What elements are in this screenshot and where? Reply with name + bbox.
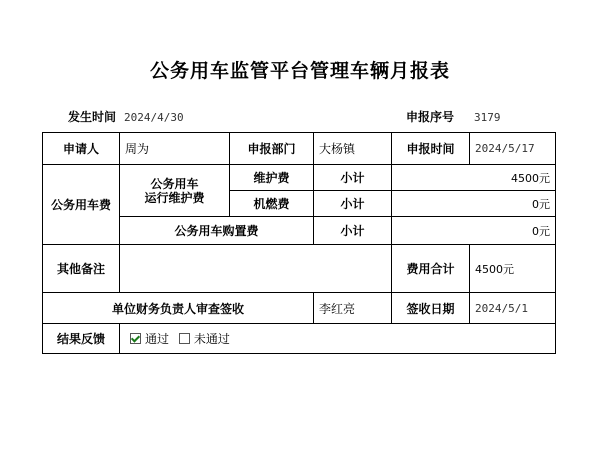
pass-checkbox-icon[interactable] xyxy=(130,333,141,344)
fuel-value[interactable]: 0元 xyxy=(392,191,556,217)
sign-date-label: 签收日期 xyxy=(392,293,470,324)
occur-time-label: 发生时间 xyxy=(68,110,117,124)
maintenance-subtotal-label: 小计 xyxy=(314,165,392,191)
total-label: 费用合计 xyxy=(392,245,470,293)
review-row xyxy=(43,293,556,324)
purchase-label: 公务用车购置费 xyxy=(120,217,314,245)
maintenance-row xyxy=(43,165,556,191)
feedback-options xyxy=(120,324,556,354)
feedback-row xyxy=(43,324,556,354)
fail-checkbox-icon[interactable] xyxy=(179,333,190,344)
report-no-value: 3179 xyxy=(474,111,501,124)
report-time-value[interactable]: 2024/5/17 xyxy=(470,133,556,165)
fuel-subtotal-label: 小计 xyxy=(314,191,392,217)
fail-option-label: 未通过 xyxy=(193,332,230,346)
pass-option-label: 通过 xyxy=(145,332,170,346)
fail-option[interactable] xyxy=(179,332,230,346)
purchase-row xyxy=(43,217,556,245)
applicant-value[interactable]: 周为 xyxy=(120,133,230,165)
report-time-label: 申报时间 xyxy=(392,133,470,165)
maintenance-value[interactable]: 4500元 xyxy=(392,165,556,191)
applicant-row xyxy=(43,133,556,165)
feedback-label: 结果反馈 xyxy=(43,324,120,354)
dept-label: 申报部门 xyxy=(230,133,314,165)
remarks-row xyxy=(43,245,556,293)
purchase-subtotal-label: 小计 xyxy=(314,217,392,245)
maint-group-label: 公务用车 运行维护费 xyxy=(120,165,230,217)
sign-date-value[interactable]: 2024/5/1 xyxy=(470,293,556,324)
purchase-value[interactable]: 0元 xyxy=(392,217,556,245)
maintenance-label: 维护费 xyxy=(230,165,314,191)
total-value[interactable]: 4500元 xyxy=(470,245,556,293)
applicant-label: 申请人 xyxy=(43,133,120,165)
remarks-label: 其他备注 xyxy=(43,245,120,293)
report-title: 公务用车监管平台管理车辆月报表 xyxy=(149,60,450,82)
dept-value[interactable]: 大杨镇 xyxy=(314,133,392,165)
reviewer-value[interactable]: 李红亮 xyxy=(314,293,392,324)
vehicle-fee-label: 公务用车费 xyxy=(43,165,120,245)
review-label: 单位财务负责人审查签收 xyxy=(43,293,314,324)
occur-time-value: 2024/4/30 xyxy=(124,111,184,124)
fuel-label: 机燃费 xyxy=(230,191,314,217)
report-no-label: 申报序号 xyxy=(406,110,455,124)
remarks-value[interactable] xyxy=(120,245,392,293)
pass-option[interactable] xyxy=(130,332,173,346)
report-form-table xyxy=(42,132,556,354)
